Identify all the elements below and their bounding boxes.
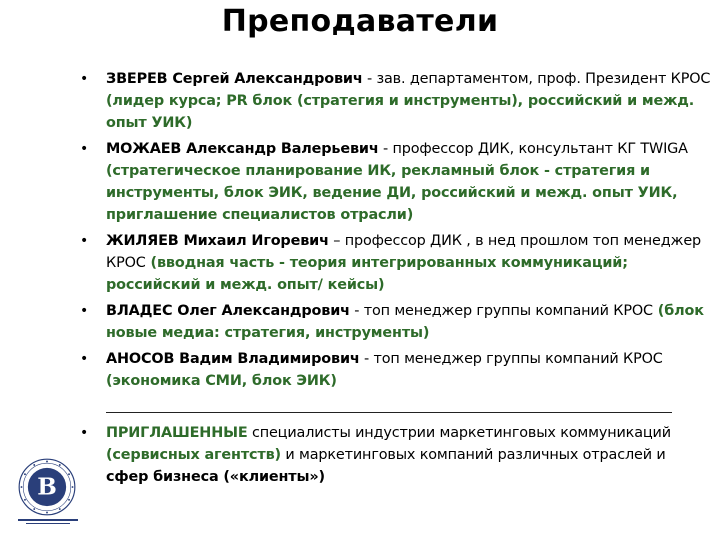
teacher-role: - зав. департаментом, проф. Президент КРОС <box>362 71 711 87</box>
teacher-details: (лидер курса; PR блок (стратегия и инструменты), российский и межд. опыт УИК) <box>106 93 695 131</box>
teacher-details: (стратегическое планирование ИК, рекламный блок - стратегия и инструменты, блок ЭИК, ведение ДИ, российский и межд. опыт УИК, приглашение специалистов отрасли) <box>106 163 678 223</box>
teacher-name: ЖИЛЯЕВ Михаил Игоревич <box>106 233 329 249</box>
bullet: • <box>80 351 89 367</box>
item-text <box>106 68 712 134</box>
teacher-role: - топ менеджер группы компаний КРОС <box>349 303 653 319</box>
bullet: • <box>80 141 89 157</box>
invited-details: (сервисных агентств) <box>106 447 281 463</box>
item-text <box>106 422 712 488</box>
separator-line <box>106 412 672 413</box>
teacher-details: (вводная часть - теория интегрированных коммуникаций; российский и межд. опыт/ кейсы) <box>106 255 628 293</box>
teacher-details: (экономика СМИ, блок ЭИК) <box>106 373 337 389</box>
teacher-name: МОЖАЕВ Александр Валерьевич <box>106 141 379 157</box>
teacher-role: – профессор ДИК , в нед прошлом топ менеджер КРОС <box>106 233 702 271</box>
svg-text:В: В <box>37 473 57 501</box>
bullet: • <box>80 303 89 319</box>
teacher-details: (блок новые медиа: стратегия, инструменты) <box>106 303 704 341</box>
item-text <box>106 230 712 296</box>
invited-highlight: ПРИГЛАШЕННЫЕ <box>106 425 248 441</box>
bullet: • <box>80 71 89 87</box>
teacher-name: ЗВЕРЕВ Сергей Александрович <box>106 71 363 87</box>
item-text <box>106 348 712 392</box>
bullet: • <box>80 233 89 249</box>
invited-text: специалисты индустрии маркетинговых коммуникаций <box>247 425 671 441</box>
teacher-role: - профессор ДИК, консультант КГ TWIGA <box>378 141 688 157</box>
teacher-role: - топ менеджер группы компаний КРОС <box>359 351 663 367</box>
invited-clients: сфер бизнеса («клиенты») <box>106 469 325 485</box>
teacher-name: АНОСОВ Вадим Владимирович <box>106 351 360 367</box>
teacher-name: ВЛАДЕС Олег Александрович <box>106 303 350 319</box>
invited-text-2: и маркетинговых компаний различных отраслей и <box>280 447 666 463</box>
logo-caption <box>12 519 84 524</box>
item-text <box>106 300 712 344</box>
bullet: • <box>80 425 89 441</box>
hse-logo-icon <box>18 458 76 516</box>
page-title: Преподаватели <box>221 4 499 39</box>
item-text <box>106 138 712 226</box>
